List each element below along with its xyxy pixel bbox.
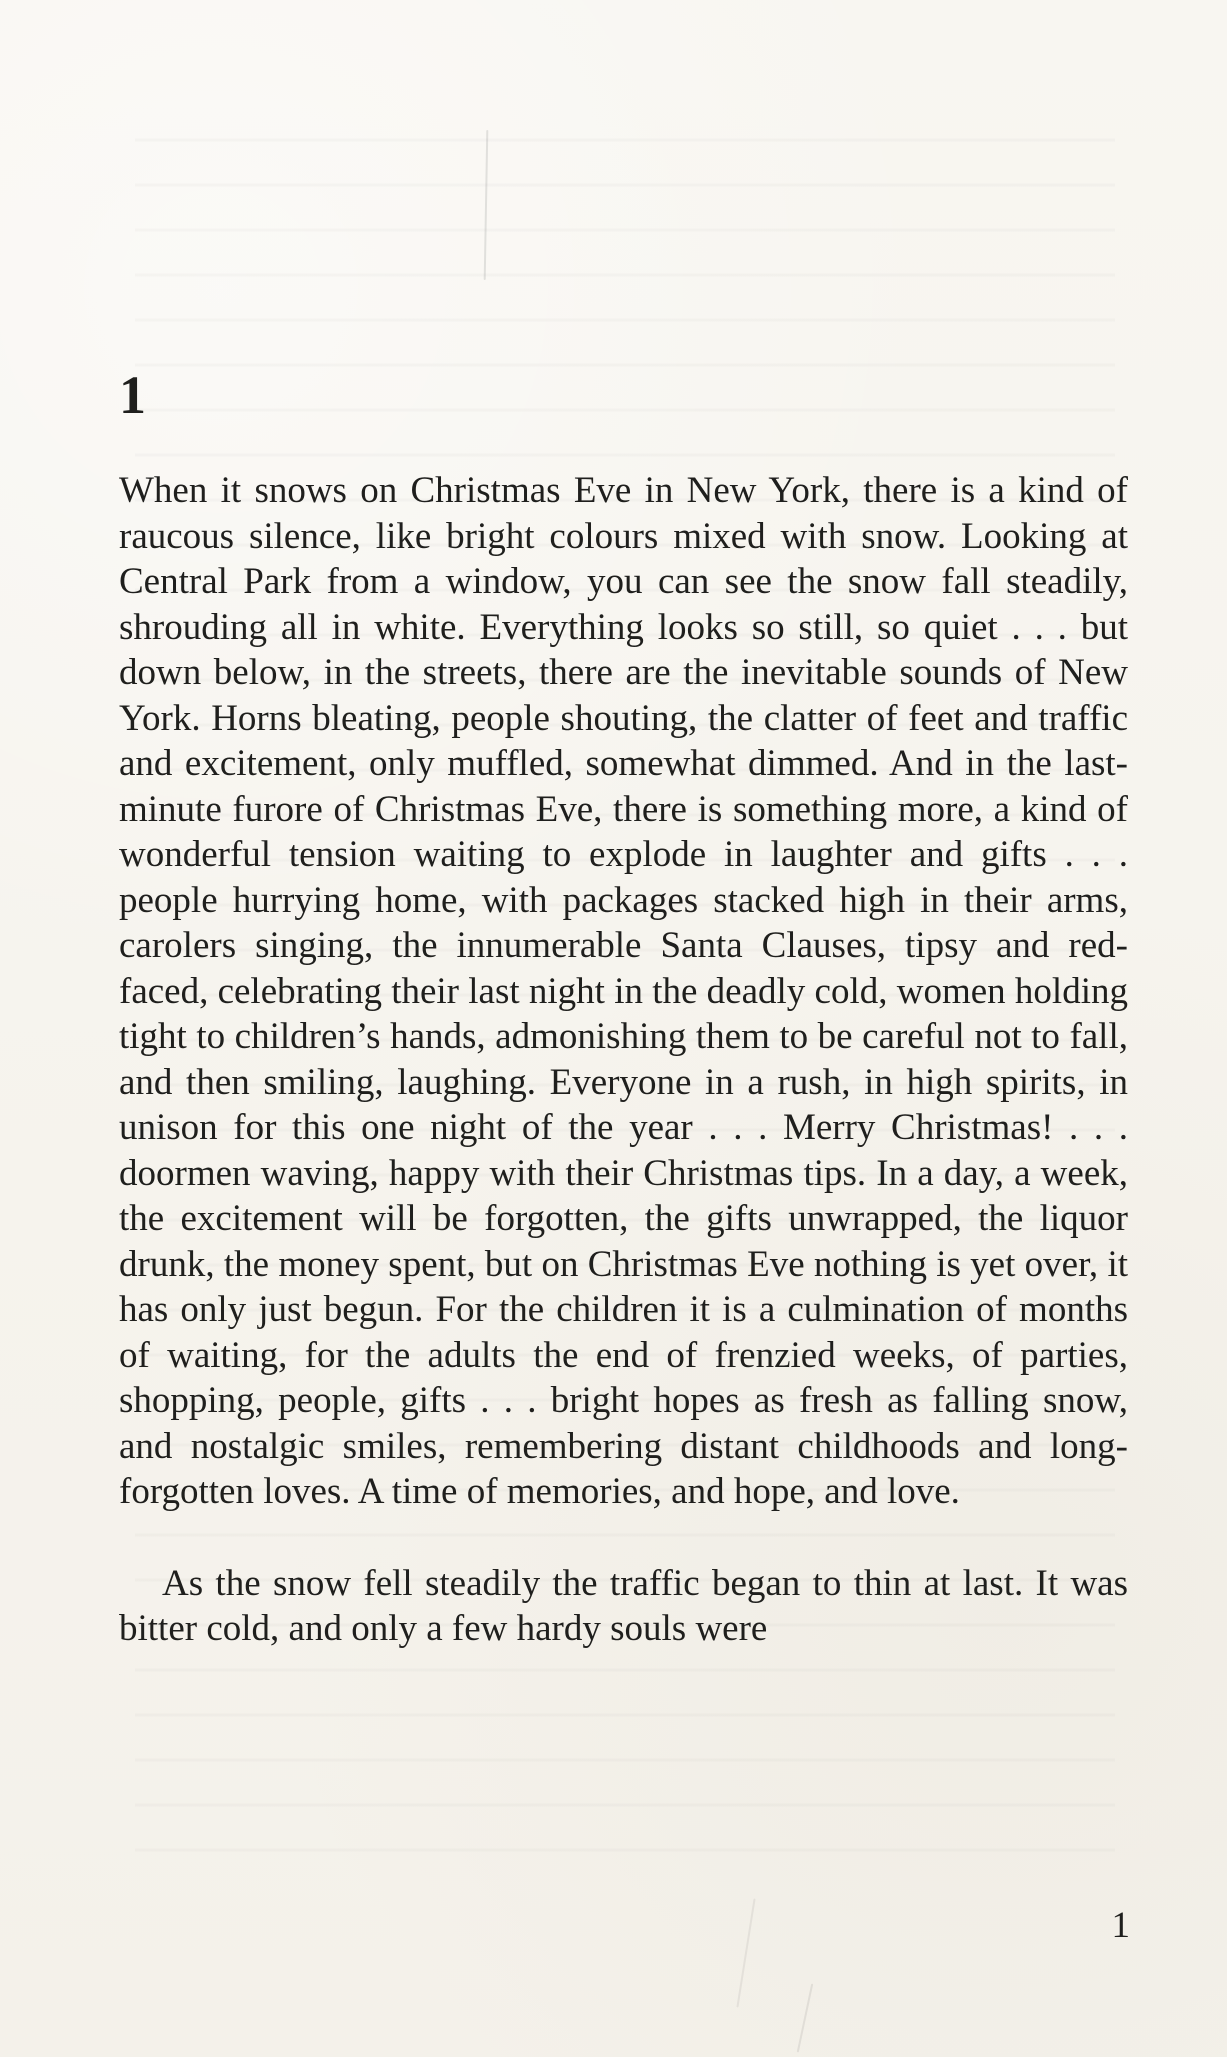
paper-crease-mark <box>797 1984 814 2053</box>
chapter-body-text <box>119 468 1128 1652</box>
chapter-number: 1 <box>119 365 146 425</box>
page-number: 1 <box>1111 1905 1130 1946</box>
paragraph-2: As the snow fell steadily the traffic began to thin at last. It was bitter cold, and only a few hardy souls were <box>119 1562 1128 1649</box>
paper-crease-mark <box>736 1899 755 2008</box>
paragraph-1: When it snows on Christmas Eve in New York, there is a kind of raucous silence, like bright colours mixed with snow. Looking at Central Park from a window, you can see the snow fall steadily, shrouding all in white. Everything looks so still, so quiet . . . but down below, in the streets, there are the inevitable sounds of New York. Horns bleating, people shouting, the clatter of feet and traffic and excitement, only muffled, somewhat dimmed. And in the last-minute furore of Christmas Eve, there is something more, a kind of wonderful tension waiting to explode in laughter and gifts . . . people hurrying home, with packages stacked high in their arms, carolers singing, the innumerable Santa Clauses, tipsy and red-faced, celebrating their last night in the deadly cold, women holding tight to children’s hands, admonishing them to be careful not to fall, and then smiling, laughing. Everyone in a rush, in high spirits, in unison for this one night of the year . . . Merry Christmas! . . . doormen waving, happy with their Christmas tips. In a day, a week, the excitement will be forgotten, the gifts unwrapped, the liquor drunk, the money spent, but on Christmas Eve nothing is yet over, it has only just begun. For the children it is a culmination of months of waiting, for the adults the end of frenzied weeks, of parties, shopping, people, gifts . . . bright hopes as fresh as falling snow, and nostalgic smiles, remembering distant childhoods and long-forgotten loves. A time of memories, and hope, and love. <box>119 470 1128 1512</box>
